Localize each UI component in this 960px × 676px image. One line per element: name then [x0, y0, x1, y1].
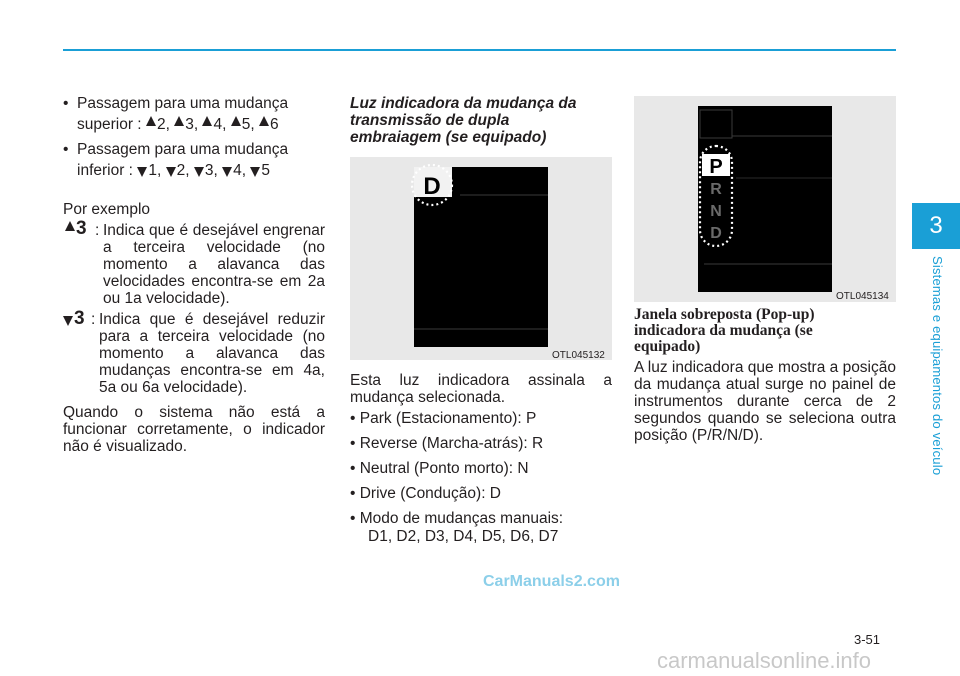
dct-letter: D	[423, 173, 441, 200]
down-arrow-icon	[194, 167, 204, 177]
bullet-reverse: • Reverse (Marcha-atrás): R	[350, 435, 544, 452]
page-number: 3-51	[854, 632, 881, 647]
bullet-drive: • Drive (Condução): D	[350, 485, 502, 502]
watermark-carmanualsonline: carmanualsonline.info	[657, 648, 872, 673]
example-up: 3 : Indica que é desejável engrenar a terceira velocidade (no momento a alavanca das velocidades encontra-se em 2a ou 1a velocidade).	[63, 222, 325, 307]
figure-caption-2: OTL045134	[836, 291, 889, 302]
up-arrow-icon	[259, 116, 269, 126]
upshift-gears: superior : 2, 3, 4, 5, 6	[77, 116, 279, 133]
dct-heading: Luz indicadora da mudança da transmissão de dupla embraiagem (se equipado)	[350, 95, 577, 146]
up-gear-3-icon: 3	[65, 220, 87, 238]
upshift-label: Passagem para uma mudança	[77, 95, 289, 112]
dct-intro: Esta luz indicadora assinala a mudança selecionada.	[350, 372, 612, 406]
up-arrow-icon	[202, 116, 212, 126]
right-body	[634, 307, 896, 444]
dct-display-illustration	[350, 157, 612, 360]
manual-modes: D1, D2, D3, D4, D5, D6, D7	[368, 528, 559, 545]
up-arrow-icon	[174, 116, 184, 126]
dct-figure	[350, 157, 612, 360]
chapter-title: Sistemas e equipamentos do veículo	[930, 256, 945, 476]
downshift-item: • Passagem para uma mudança	[63, 141, 289, 158]
gear-d-letter: D	[710, 225, 722, 242]
left-column	[63, 95, 325, 455]
bullet-neutral: • Neutral (Ponto morto): N	[350, 460, 529, 477]
middle-column	[350, 95, 612, 146]
popup-heading: Janela sobreposta (Pop-up) indicadora da mudança (se equipado)	[634, 306, 815, 355]
popup-description: A luz indicadora que mostra a posição da mudança atual surge no painel de instrumentos durante cerca de 2 segundos quando se seleciona outra posição (P/R/N/D).	[634, 359, 896, 444]
popup-display-illustration	[634, 96, 896, 302]
bullet-park: • Park (Estacionamento): P	[350, 410, 537, 427]
example-down: 3 : Indica que é desejável reduzir para a terceira velocidade (no momento a alavanca das mudanças encontra-se em 4a, 5a ou 6a velocidade).	[63, 311, 325, 396]
figure-caption-1: OTL045132	[552, 350, 605, 361]
example-title: Por exemplo	[63, 201, 151, 218]
down-arrow-icon	[250, 167, 260, 177]
top-rule	[63, 49, 896, 51]
down-arrow-icon	[222, 167, 232, 177]
bullet-manual: • Modo de mudanças manuais:	[350, 510, 564, 527]
down-arrow-icon	[137, 167, 147, 177]
watermark-carmanuals2: CarManuals2.com	[483, 573, 620, 590]
middle-body	[350, 372, 612, 545]
popup-figure	[634, 96, 896, 302]
up-arrow-icon	[231, 116, 241, 126]
upshift-item: • Passagem para uma mudança	[63, 95, 289, 112]
up-arrow-icon	[146, 116, 156, 126]
down-arrow-icon	[166, 167, 176, 177]
down-gear-3-icon: 3	[63, 310, 85, 328]
chapter-tab	[912, 203, 960, 249]
gear-n-letter: N	[710, 203, 722, 220]
gear-r-letter: R	[710, 181, 722, 198]
malfunction-note: Quando o sistema não está a funcionar corretamente, o indicador não é visualizado.	[63, 404, 325, 455]
downshift-gears: inferior : 1, 2, 3, 4, 5	[77, 162, 270, 179]
chapter-number: 3	[929, 212, 943, 239]
gear-p-letter: P	[709, 156, 723, 178]
downshift-label: Passagem para uma mudança	[77, 141, 289, 158]
